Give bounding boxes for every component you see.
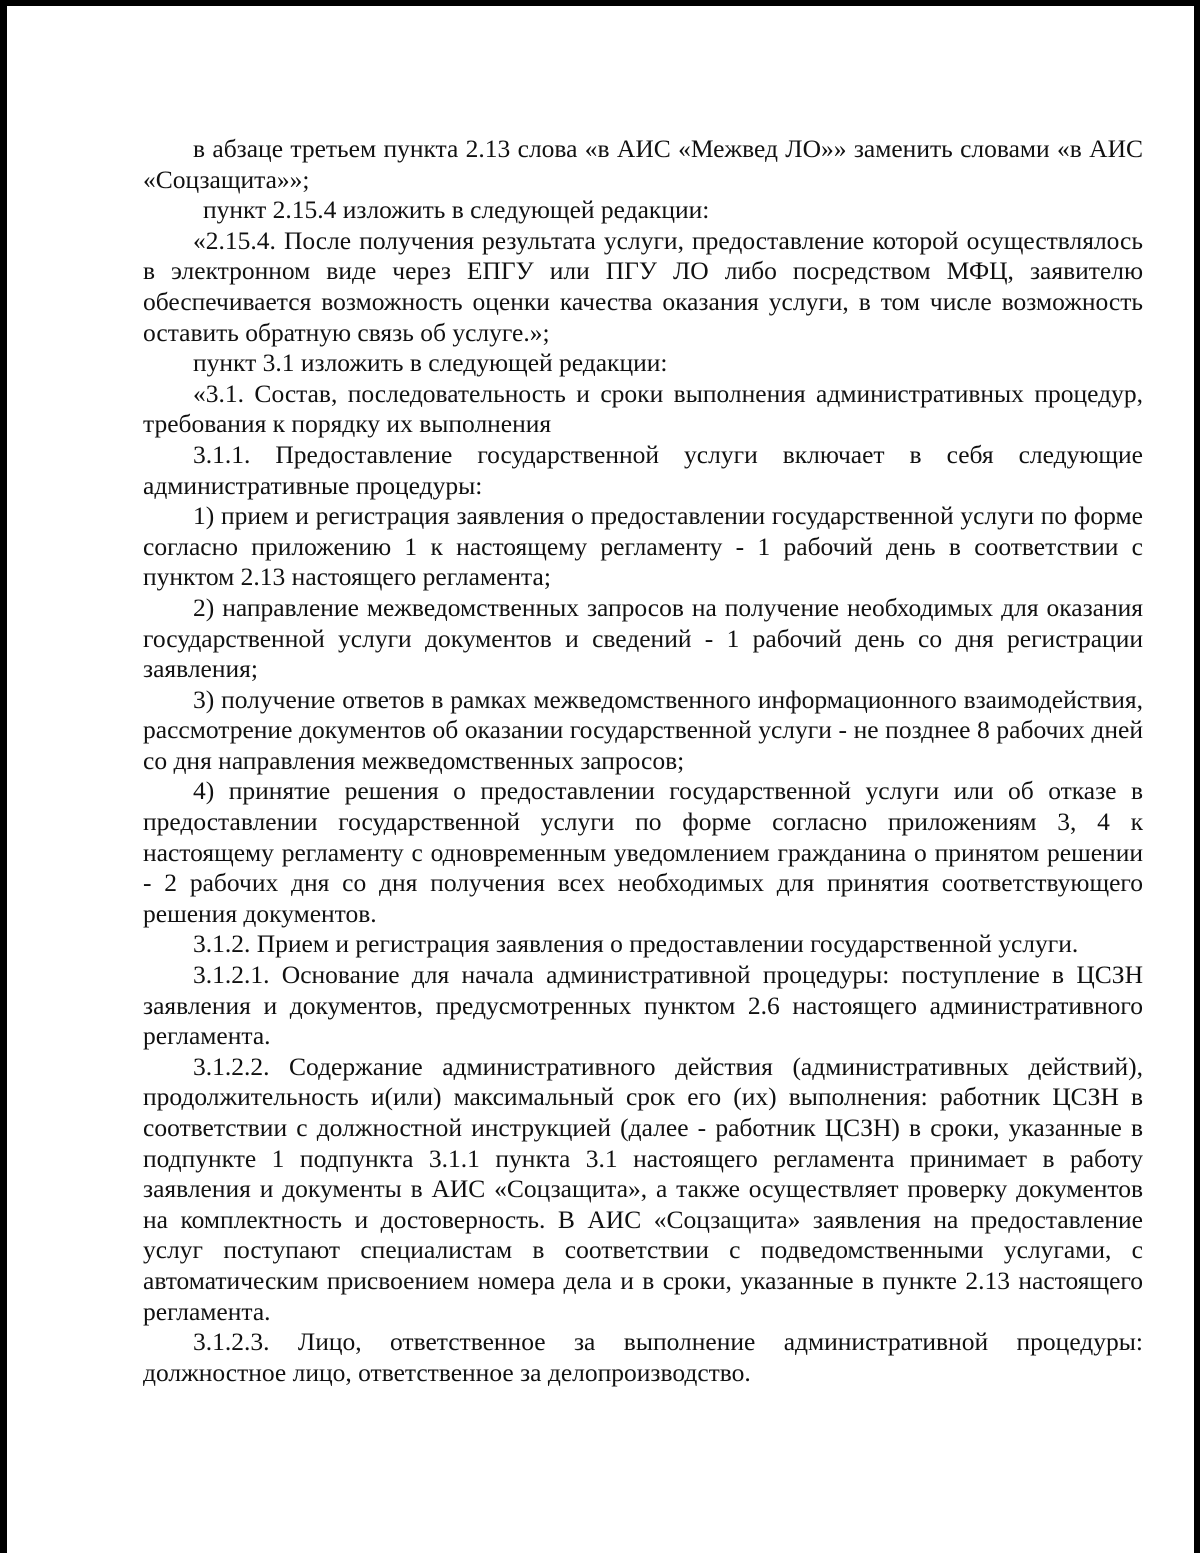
paragraph-3: «2.15.4. После получения результата услуги, предоставление которой осуществлялось в электронном виде через ЕПГУ или ПГУ ЛО либо посредством МФЦ, заявителю обеспечивается возможность оценки качества оказания услуги, в том числе возможность оставить обратную связь об услуге.»; [143,225,1143,347]
paragraph-7: 1) прием и регистрация заявления о предоставлении государственной услуги по форме согласно приложению 1 к настоящему регламенту - 1 рабочий день в соответствии с пунктом 2.13 настоящего регламента; [143,501,1143,592]
document-page [143,134,1143,1388]
paragraph-4: пункт 3.1 изложить в следующей редакции: [193,348,668,378]
paragraph-6: 3.1.1. Предоставление государственной услуги включает в себя следующие административные процедуры: [143,439,1143,500]
paragraph-13: 3.1.2.2. Содержание административного действия (административных действий), продолжительность и(или) максимальный срок его (их) выполнения: работник ЦСЗН в соответствии с должностной инструкцией (далее - работник ЦСЗН) в сроки, указанные в подпункте 1 подпункта 3.1.1 пункта 3.1 настоящего регламента принимает в работу заявления и документы в АИС «Соцзащита», а также осуществляет проверку документов на комплектность и достоверность. В АИС «Соцзащита» заявления на предоставление услуг поступают специалистам в соответствии с подведомственными услугами, с автоматическим присвоением номера дела и в сроки, указанные в пункте 2.13 настоящего регламента. [143,1051,1143,1326]
paragraph-2: пункт 2.15.4 изложить в следующей редакции: [203,195,710,225]
paragraph-14: 3.1.2.3. Лицо, ответственное за выполнение административной процедуры: должностное лицо, ответственное за делопроизводство. [143,1327,1143,1387]
paragraph-9: 3) получение ответов в рамках межведомственного информационного взаимодействия, рассмотрение документов об оказании государственной услуги - не позднее 8 рабочих дней со дня направления межведомственных запросов; [143,684,1143,775]
paragraph-5: «3.1. Состав, последовательность и сроки выполнения административных процедур, требования к порядку их выполнения [143,378,1143,439]
paragraph-11: 3.1.2. Прием и регистрация заявления о предоставлении государственной услуги. [193,929,1079,959]
paragraph-8: 2) направление межведомственных запросов на получение необходимых для оказания государственной услуги документов и сведений - 1 рабочий день со дня регистрации заявления; [143,592,1143,684]
paragraph-12: 3.1.2.1. Основание для начала административной процедуры: поступление в ЦСЗН заявления и документов, предусмотренных пунктом 2.6 настоящего административного регламента. [143,960,1143,1051]
scan-border-right [1194,0,1200,1553]
scan-border-top [0,0,1200,6]
scan-border-left [0,0,7,1553]
paragraph-10: 4) принятие решения о предоставлении государственной услуги или об отказе в предоставлении государственной услуги по форме согласно приложениям 3, 4 к настоящему регламенту с одновременным уведомлением гражданина о принятом решении - 2 рабочих дня со дня получения всех необходимых для принятия соответствующего решения документов. [143,776,1143,928]
paragraph-1: в абзаце третьем пункта 2.13 слова «в АИС «Межвед ЛО»» заменить словами «в АИС «Соцзащита»»; [143,134,1143,194]
